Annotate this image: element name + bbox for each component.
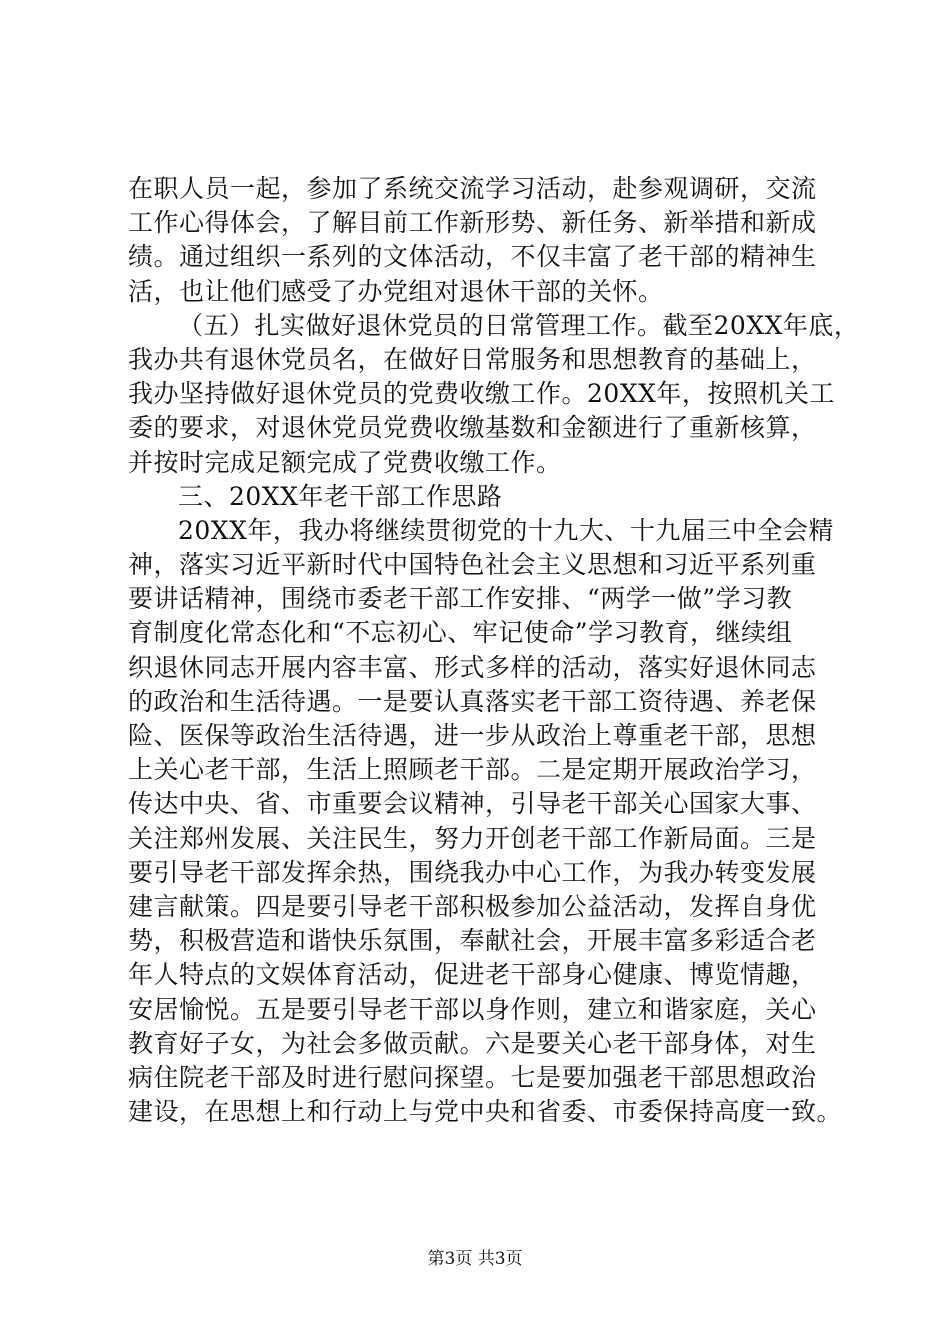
text-line: （五）扎实做好退休党员的日常管理工作。截至20XX年底， bbox=[178, 310, 860, 340]
text-line: 建设，在思想上和行动上与党中央和省委、市委保持高度一致。 bbox=[128, 1097, 843, 1127]
text-line: 20XX年，我办将继续贯彻党的十九大、十九届三中全会精 bbox=[178, 515, 834, 545]
text-line: 并按时完成足额完成了党费收缴工作。 bbox=[128, 447, 562, 477]
text-line: 织退休同志开展内容丰富、形式多样的活动，落实好退休同志 bbox=[128, 652, 817, 682]
page-footer bbox=[0, 1244, 950, 1269]
paragraph bbox=[128, 309, 860, 480]
paragraph bbox=[128, 172, 854, 309]
document-body bbox=[128, 172, 860, 1129]
text-line: 建言献策。四是要引导老干部积极参加公益活动，发挥自身优 bbox=[128, 891, 817, 921]
heading-text: 三、20XX年老干部工作思路 bbox=[178, 481, 503, 511]
text-line: 我办坚持做好退休党员的党费收缴工作。20XX年，按照机关工 bbox=[128, 379, 835, 409]
text-line: 关注郑州发展、关注民生，努力开创老干部工作新局面。三是 bbox=[128, 823, 817, 853]
text-line: 委的要求，对退休党员党费收缴基数和金额进行了重新核算， bbox=[128, 413, 817, 443]
paragraph bbox=[128, 514, 854, 1129]
text-line: 工作心得体会，了解目前工作新形势、新任务、新举措和新成 bbox=[128, 208, 817, 238]
text-line: 要引导老干部发挥余热，围绕我办中心工作，为我办转变发展 bbox=[128, 857, 817, 887]
text-line: 病住院老干部及时进行慰问探望。七是要加强老干部思想政治 bbox=[128, 1062, 817, 1092]
text-line: 要讲话精神，围绕市委老干部工作安排、“两学一做”学习教 bbox=[128, 584, 793, 614]
text-line: 绩。通过组织一系列的文体活动，不仅丰富了老干部的精神生 bbox=[128, 242, 817, 272]
text-line: 上关心老干部，生活上照顾老干部。二是定期开展政治学习， bbox=[128, 755, 817, 785]
text-line: 安居愉悦。五是要引导老干部以身作则，建立和谐家庭，关心 bbox=[128, 994, 817, 1024]
text-line: 活，也让他们感受了办党组对退休干部的关怀。 bbox=[128, 276, 664, 306]
text-line: 年人特点的文娱体育活动，促进老干部身心健康、博览情趣， bbox=[128, 960, 817, 990]
text-line: 神，落实习近平新时代中国特色社会主义思想和习近平系列重 bbox=[128, 550, 817, 580]
text-line: 教育好子女，为社会多做贡献。六是要关心老干部身体，对生 bbox=[128, 1028, 817, 1058]
page-number: 第3页 共3页 bbox=[427, 1249, 523, 1269]
text-line: 险、医保等政治生活待遇，进一步从政治上尊重老干部，思想 bbox=[128, 721, 817, 750]
text-line: 传达中央、省、市重要会议精神，引导老干部关心国家大事、 bbox=[128, 789, 817, 819]
text-line: 势，积极营造和谐快乐氛围，奉献社会，开展丰富多彩适合老 bbox=[128, 926, 817, 956]
section-heading bbox=[128, 480, 854, 514]
text-line: 育制度化常态化和“不忘初心、牢记使命”学习教育，继续组 bbox=[128, 618, 793, 648]
text-line: 的政治和生活待遇。一是要认真落实老干部工资待遇、养老保 bbox=[128, 686, 817, 716]
text-line: 在职人员一起，参加了系统交流学习活动，赴参观调研，交流 bbox=[128, 174, 817, 203]
text-line: 我办共有退休党员名，在做好日常服务和思想教育的基础上， bbox=[128, 344, 817, 374]
